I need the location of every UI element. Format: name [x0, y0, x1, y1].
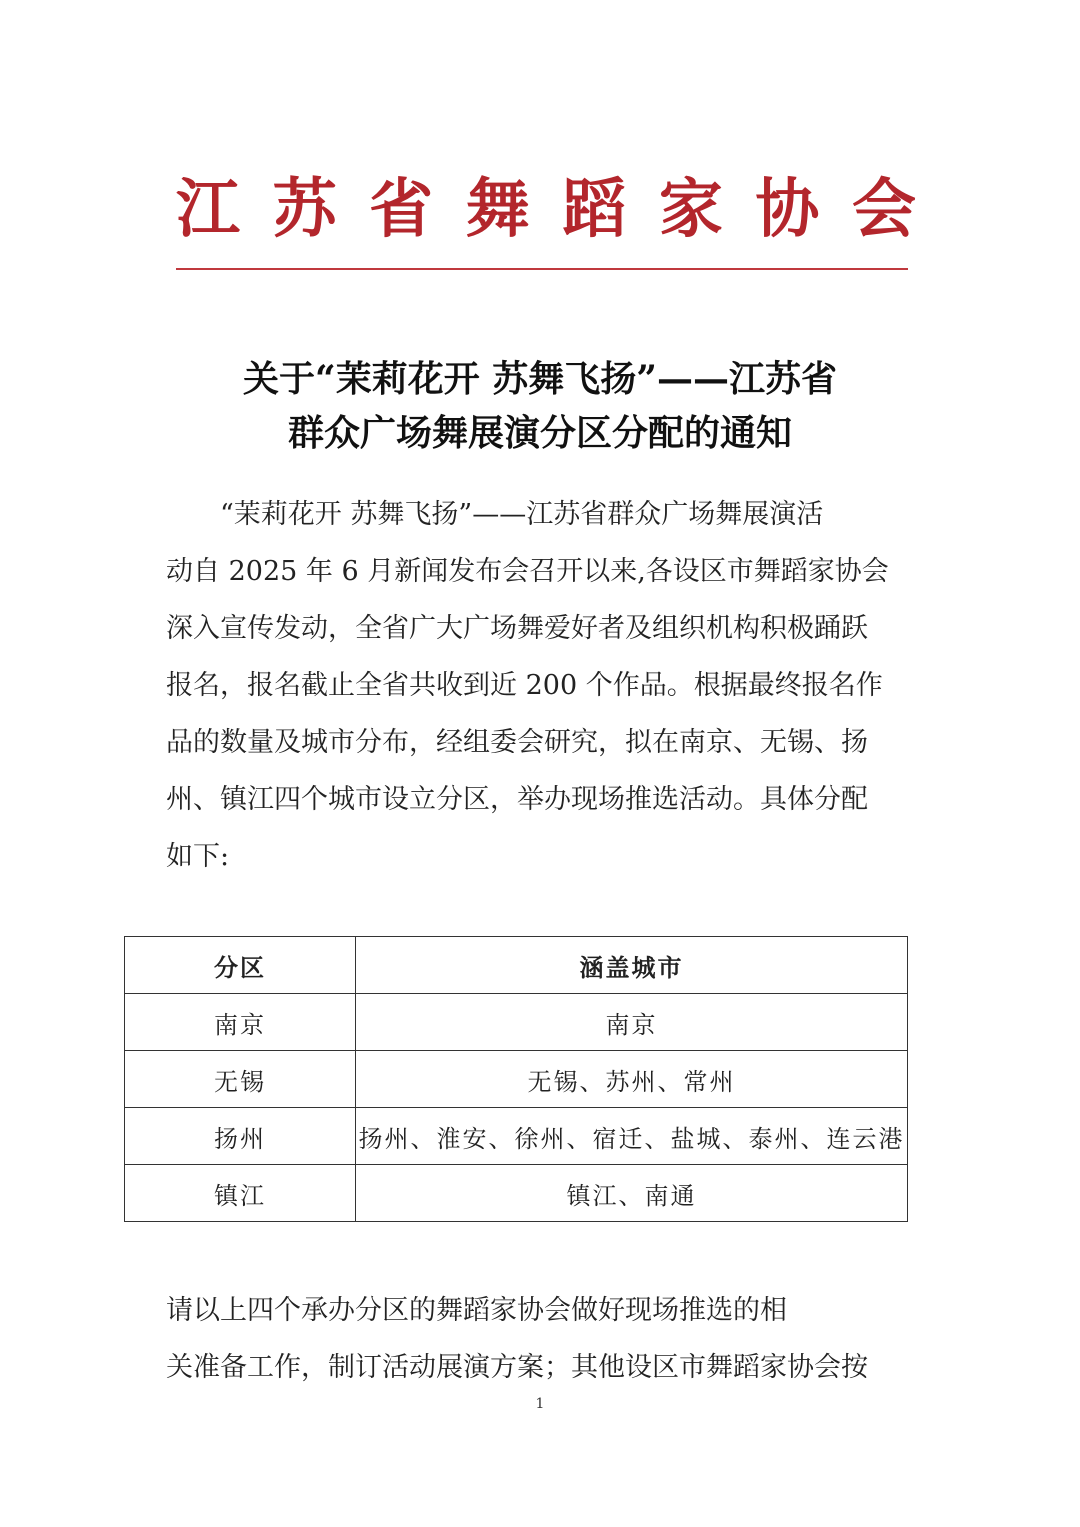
header-zone: 分区	[125, 937, 356, 994]
table-row	[125, 1051, 908, 1108]
zone-cell: 镇江	[125, 1165, 356, 1222]
notice-title	[120, 352, 960, 460]
body-line: 品的数量及城市分布，经组委会研究，拟在南京、无锡、扬	[166, 727, 868, 758]
org-letterhead-char: 省	[369, 172, 434, 247]
zone-cell: 扬州	[125, 1108, 356, 1165]
table-header-row	[125, 937, 908, 994]
header-cities: 涵盖城市	[356, 937, 908, 994]
body-line: 如下:	[166, 841, 230, 872]
org-letterhead-char: 协	[755, 172, 820, 247]
zone-cell: 无锡	[125, 1051, 356, 1108]
zone-allocation-table	[124, 936, 908, 1222]
closing-paragraph	[166, 1282, 914, 1396]
body-paragraph	[166, 486, 914, 885]
cities-cell: 无锡、苏州、常州	[356, 1051, 908, 1108]
table-row	[125, 994, 908, 1051]
org-letterhead	[176, 170, 916, 250]
body-line: “茉莉花开 苏舞飞扬”——江苏省群众广场舞展演活	[220, 499, 824, 530]
header-rule	[176, 268, 908, 270]
org-letterhead-char: 江	[176, 172, 240, 247]
cities-cell: 扬州、淮安、徐州、宿迁、盐城、泰州、连云港	[356, 1108, 908, 1165]
cities-cell: 镇江、南通	[356, 1165, 908, 1222]
title-line-1: 关于“茉莉花开 苏舞飞扬”——江苏省	[243, 358, 837, 400]
cities-cell: 南京	[356, 994, 908, 1051]
org-letterhead-char: 苏	[272, 172, 337, 247]
page-number: 1	[535, 1396, 545, 1412]
body-line: 动自 2025 年 6 月新闻发布会召开以来,各设区市舞蹈家协会	[166, 556, 889, 587]
org-letterhead-char: 舞	[465, 172, 530, 247]
body-line: 州、镇江四个城市设立分区，举办现场推选活动。具体分配	[166, 784, 868, 815]
zone-cell: 南京	[125, 994, 356, 1051]
title-line-2: 群众广场舞展演分区分配的通知	[287, 412, 792, 454]
body-line: 请以上四个承办分区的舞蹈家协会做好现场推选的相	[166, 1295, 787, 1326]
org-letterhead-char: 蹈	[562, 172, 627, 247]
org-letterhead-char: 会	[851, 172, 916, 247]
table-row	[125, 1165, 908, 1222]
body-line: 报名，报名截止全省共收到近 200 个作品。根据最终报名作	[166, 670, 883, 701]
body-line: 关准备工作，制订活动展演方案；其他设区市舞蹈家协会按	[166, 1352, 868, 1383]
org-letterhead-char: 家	[658, 172, 723, 247]
table-row	[125, 1108, 908, 1165]
body-line: 深入宣传发动，全省广大广场舞爱好者及组织机构积极踊跃	[166, 613, 868, 644]
